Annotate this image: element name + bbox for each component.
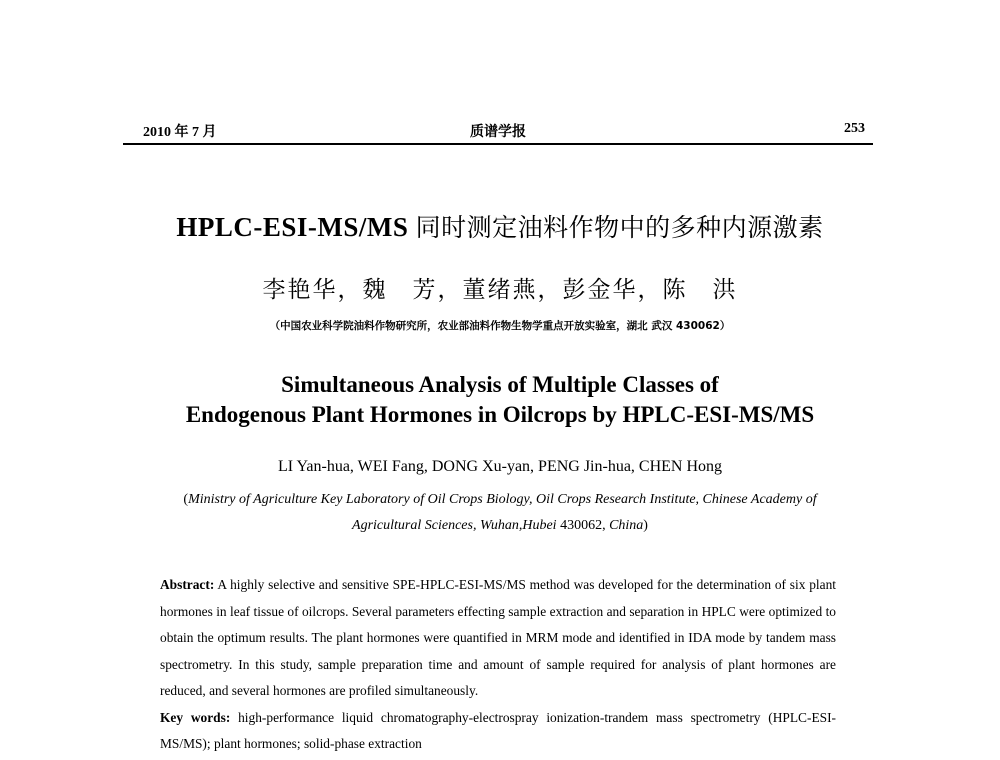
title-cn-latin: HPLC-ESI-MS/MS [176, 212, 409, 242]
keywords-label: Key words: [160, 709, 231, 725]
header-page-number: 253 [844, 121, 865, 136]
title-en-line2: Endogenous Plant Hormones in Oilcrops by HPLC-ESI-MS/MS [185, 402, 815, 427]
abstract-label: Abstract: [160, 577, 215, 592]
keywords-paragraph [160, 705, 836, 758]
affiliation-english [150, 487, 850, 539]
title-en-line1: Simultaneous Analysis of Multiple Classes of [281, 372, 719, 397]
header-rule [123, 143, 873, 145]
title-cn-text: 同时测定油料作物中的多种内源激素 [415, 213, 824, 242]
header-journal: 质谱学报 [470, 125, 526, 140]
abstract-text: A highly selective and sensitive SPE-HPLC-ESI-MS/MS method was developed for the determination of six plant hormones in leaf tissue of oilcrops. Several parameters effecting sample extraction and separation in HPLC were optimized to obtain the optimum results. The plant hormones were quantified in MRM mode and identified in IDA mode by tandem mass spectrometry. In this study, sample preparation time and amount of sample required for analysis of plant hormones are reduced, and several hormones are profiled simultaneously. [160, 577, 836, 698]
title-english [0, 370, 1000, 430]
affil-open-paren: ( [183, 492, 189, 507]
affiliation-chinese: （中国农业科学院油料作物研究所，农业部油料作物生物学重点开放实验室，湖北 武汉 430062） [269, 320, 731, 332]
affil-en-line2: Agricultural Sciences, Wuhan,Hubei [352, 518, 557, 533]
affil-en-country: China [609, 518, 644, 533]
authors-chinese: 李艳华，魏 芳，董绪燕，彭金华，陈 洪 [262, 277, 738, 303]
keywords-text: high-performance liquid chromatography-electrospray ionization-trandem mass spectrometry (HPLC-ESI-MS/MS); plant hormones; solid-phase extraction [160, 709, 836, 751]
authors-english: LI Yan-hua, WEI Fang, DONG Xu-yan, PENG Jin-hua, CHEN Hong [277, 458, 723, 475]
title-chinese [0, 208, 1000, 244]
abstract-section [160, 572, 836, 758]
running-header [123, 121, 873, 143]
affil-close-paren: ) [643, 518, 648, 533]
header-date: 2010 年 7 月 [143, 125, 217, 140]
abstract-paragraph [160, 572, 836, 705]
affil-en-postcode: 430062, [560, 518, 606, 533]
affil-en-line1: Ministry of Agriculture Key Laboratory of Oil Crops Biology, Oil Crops Research Institute, Chinese Academy of [188, 492, 817, 507]
